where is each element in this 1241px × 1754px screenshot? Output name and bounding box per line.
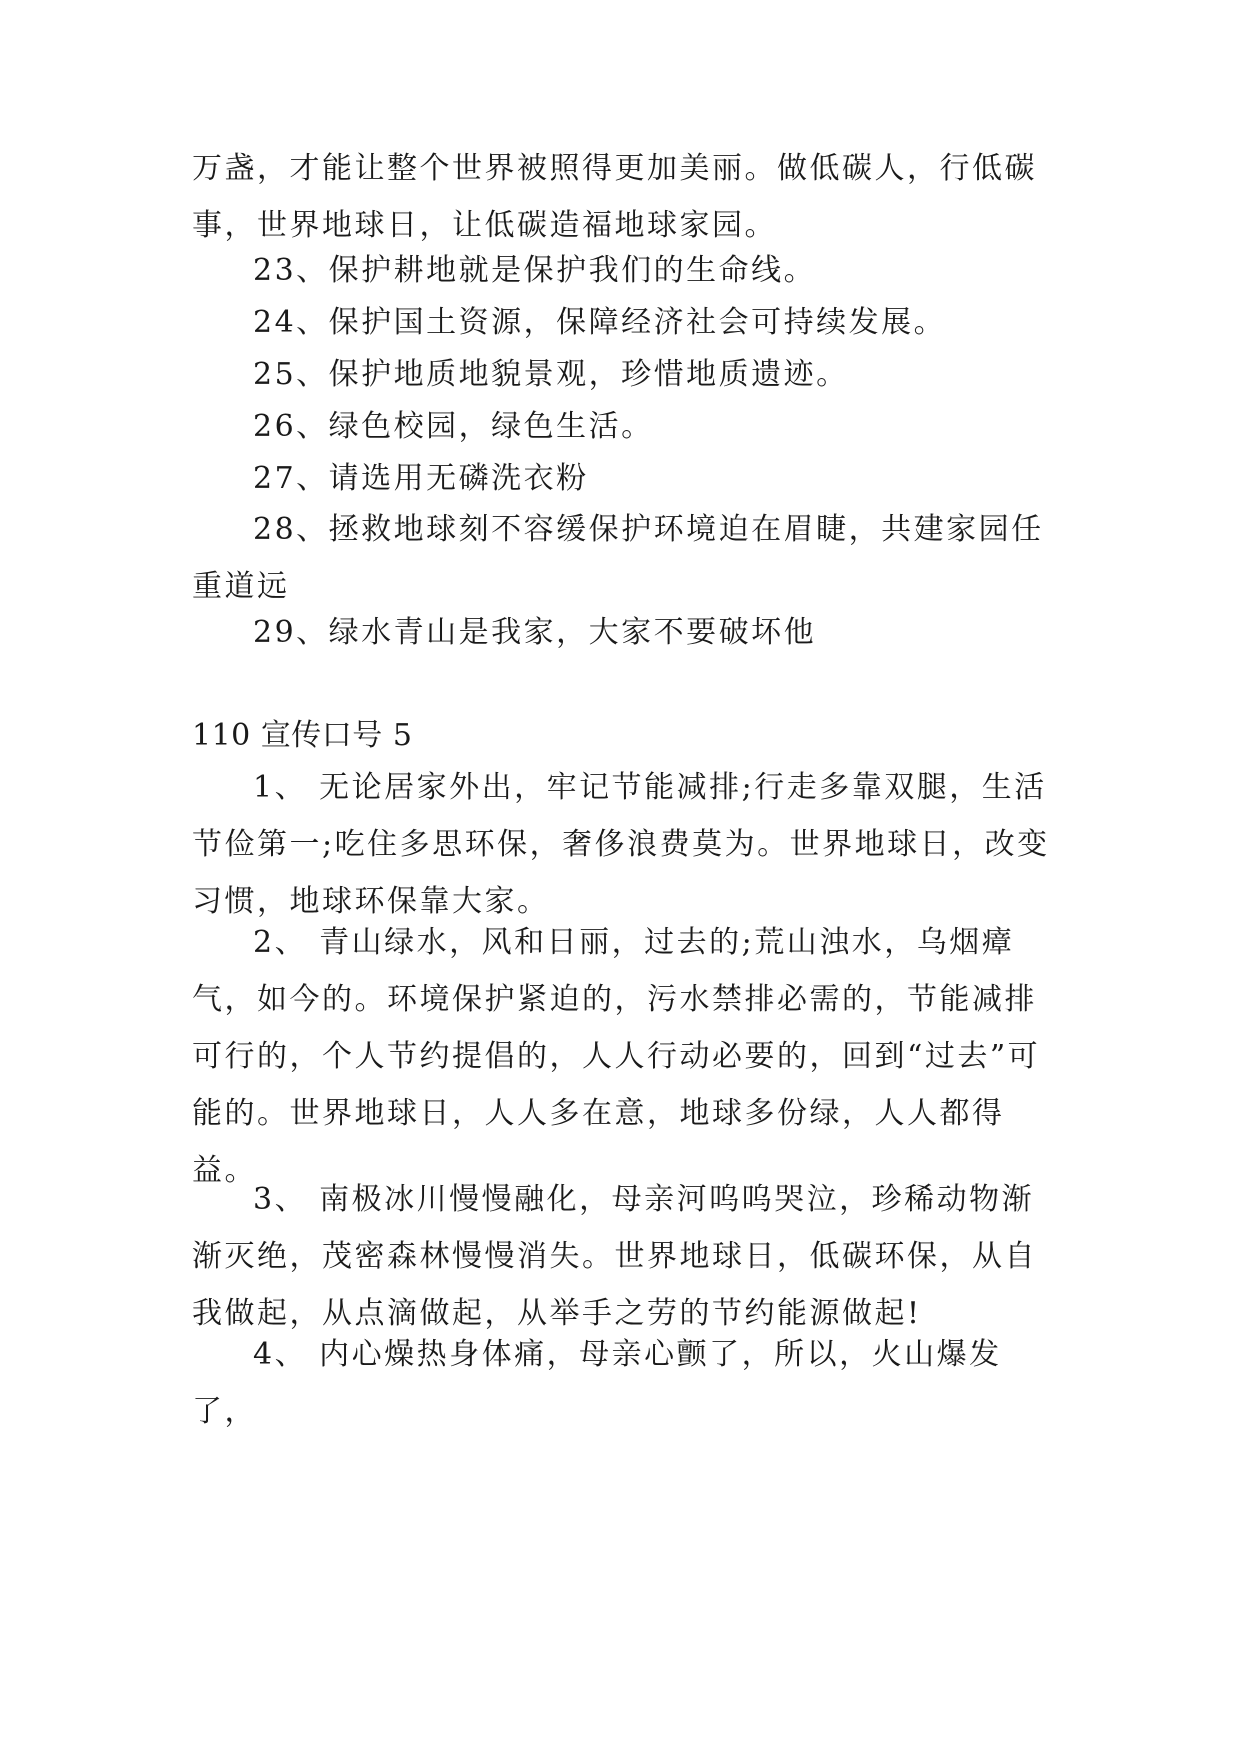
list-item-23: 23、保护耕地就是保护我们的生命线。 [253, 253, 817, 288]
list-item-28: 28、拯救地球刻不容缓保护环境迫在眉睫，共建家园任重道远 [192, 512, 1044, 604]
list-item-25: 25、保护地质地貌景观，珍惜地质遗迹。 [253, 357, 849, 392]
section-heading: 110 宣传口号 5 [192, 718, 413, 753]
list-item-24: 24、保护国土资源，保障经济社会可持续发展。 [253, 305, 947, 340]
paragraph-continuation: 万盏，才能让整个世界被照得更加美丽。做低碳人，行低碳事，世界地球日，让低碳造福地球家园。 [192, 151, 1037, 243]
list-item-27: 27、请选用无磷洗衣粉 [253, 461, 589, 496]
slogan-item-4: 4、 内心燥热身体痛，母亲心颤了，所以，火山爆发了， [192, 1337, 1002, 1429]
list-item-29: 29、绿水青山是我家，大家不要破坏他 [253, 615, 817, 650]
slogan-item-2: 2、 青山绿水，风和日丽，过去的;荒山浊水，乌烟瘴气，如今的。环境保护紧迫的，污水禁排必需的，节能减排可行的，个人节约提倡的，人人行动必要的，回到“过去”可能的。世界地球日，人人多在意，地球多份绿，人人都得益。 [192, 925, 1041, 1188]
list-item-26: 26、绿色校园，绿色生活。 [253, 409, 654, 444]
slogan-item-3: 3、 南极冰川慢慢融化，母亲河呜呜哭泣，珍稀动物渐渐灭绝，茂密森林慢慢消失。世界地球日，低碳环保，从自我做起，从点滴做起，从举手之劳的节约能源做起! [192, 1182, 1037, 1331]
slogan-item-1: 1、 无论居家外出，牢记节能减排;行走多靠双腿，生活节俭第一;吃住多思环保，奢侈浪费莫为。世界地球日，改变习惯，地球环保靠大家。 [192, 770, 1050, 919]
